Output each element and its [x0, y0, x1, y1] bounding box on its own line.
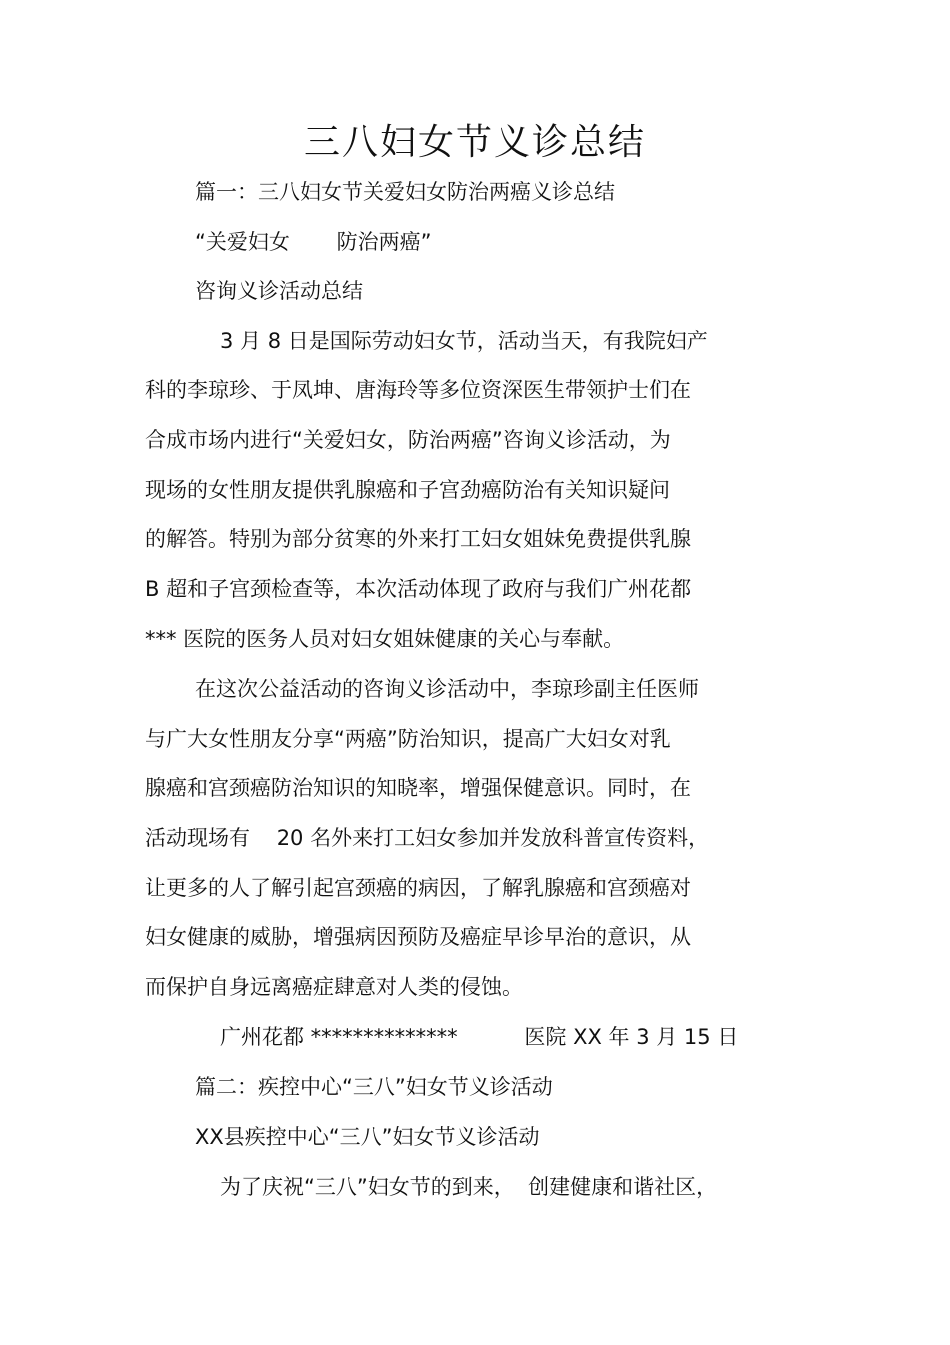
campaign-slogan: “关爱妇女 防治两癌”	[195, 230, 432, 254]
paragraph-line: 而保护自身远离癌症肆意对人类的侵蚀。	[145, 975, 523, 999]
signature-line: 广州花都 ************** 医院 XX 年 3 月 15 日	[220, 1025, 739, 1049]
paragraph-line: 与广大女性朋友分享“两癌”防治知识，提高广大妇女对乳	[145, 727, 671, 751]
paragraph-line: 现场的女性朋友提供乳腺癌和子宫劲癌防治有关知识疑问	[145, 478, 670, 502]
section-heading-2: 篇二：疾控中心“三八”妇女节义诊活动	[195, 1075, 553, 1099]
paragraph-line: 活动现场有 20 名外来打工妇女参加并发放科普宣传资料，	[145, 826, 710, 850]
paragraph-line: *** 医院的医务人员对妇女姐妹健康的关心与奉献。	[145, 627, 625, 651]
paragraph-line: 的解答。特别为部分贫寒的外来打工妇女姐妹免费提供乳腺	[145, 527, 691, 551]
paragraph-line: 合成市场内进行“关爱妇女，防治两癌”咨询义诊活动，为	[145, 428, 671, 452]
paragraph-line: 让更多的人了解引起宫颈癌的病因，了解乳腺癌和宫颈癌对	[145, 876, 691, 900]
paragraph-line: 在这次公益活动的咨询义诊活动中，李琼珍副主任医师	[195, 677, 699, 701]
campaign-subtitle: 咨询义诊活动总结	[195, 279, 363, 303]
document-title: 三八妇女节义诊总结	[303, 122, 646, 163]
paragraph-line: 腺癌和宫颈癌防治知识的知晓率，增强保健意识。同时，在	[145, 776, 691, 800]
paragraph-line: 妇女健康的威胁，增强病因预防及癌症早诊早治的意识，从	[145, 925, 691, 949]
paragraph-line: 3 月 8 日是国际劳动妇女节，活动当天，有我院妇产	[220, 329, 708, 353]
paragraph-line: 为了庆祝“三八”妇女节的到来， 创建健康和谐社区，	[220, 1175, 718, 1199]
paragraph-line: 科的李琼珍、于凤坤、唐海玲等多位资深医生带领护士们在	[145, 378, 691, 402]
paragraph-line: B 超和子宫颈检查等，本次活动体现了政府与我们广州花都	[145, 577, 692, 601]
section-subheading: XX县疾控中心“三八”妇女节义诊活动	[195, 1125, 540, 1149]
section-heading-1: 篇一：三八妇女节关爱妇女防治两癌义诊总结	[195, 180, 615, 204]
